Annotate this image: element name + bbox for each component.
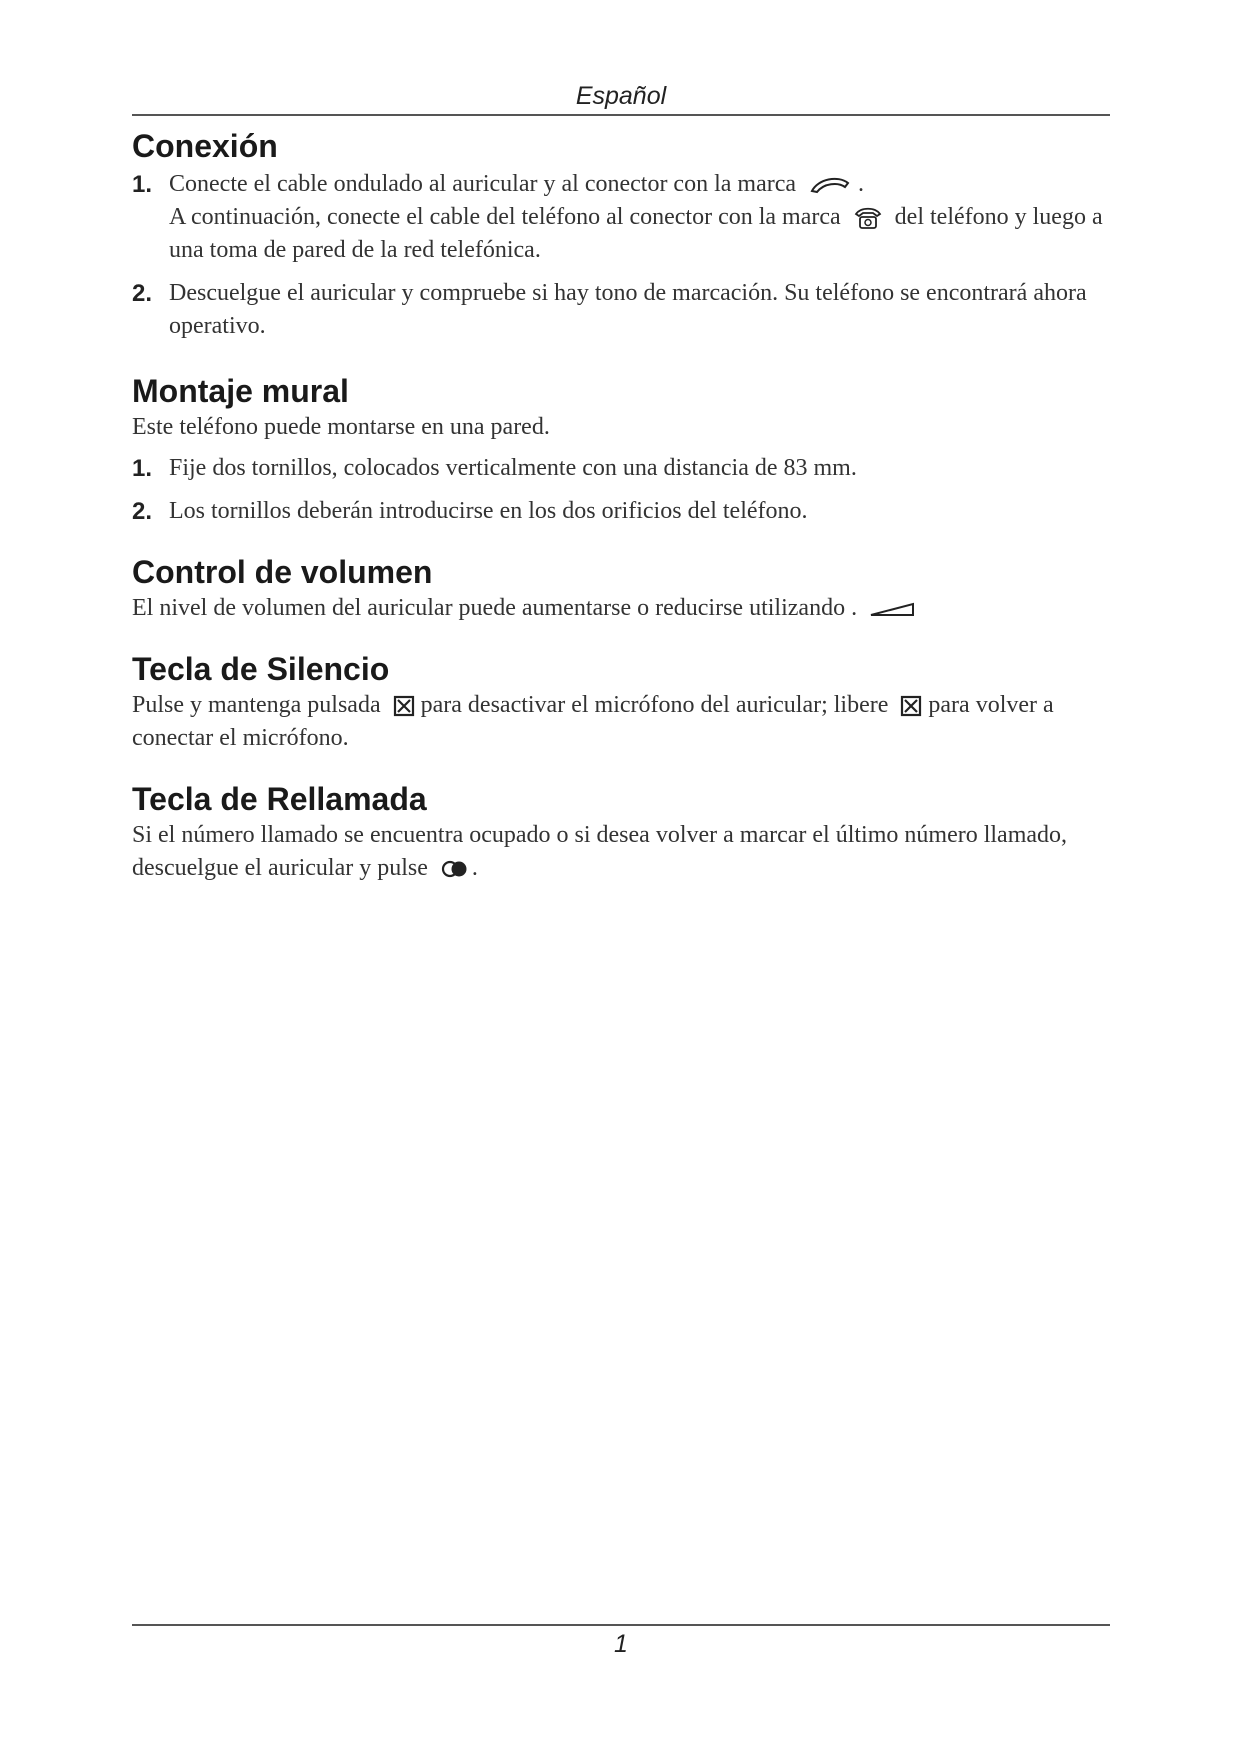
- section-title-conexion: Conexión: [132, 128, 278, 164]
- montaje-steps: [132, 452, 1112, 528]
- section-montaje: [132, 371, 1112, 528]
- page-header-language: Español: [575, 82, 667, 110]
- rellamada-text-part: Si el número llamado se encuentra ocupado o si desea volver a marcar el último número llamado, descuelgue el auricular y pulse: [132, 822, 1068, 881]
- step-text-part: A continuación, conecte el cable del teléfono al conector con la marca: [169, 204, 841, 230]
- step-number: 1.: [132, 455, 153, 482]
- step-text: Los tornillos deberán introducirse en los dos orificios del teléfono.: [169, 498, 808, 524]
- silencio-text-part: para desactivar el micrófono del auricular; libere: [420, 692, 889, 718]
- conexion-steps: [132, 168, 1112, 343]
- section-volumen: [132, 552, 1112, 625]
- step-text-part: Conecte el cable ondulado al auricular y al conector con la marca: [169, 171, 797, 197]
- section-title-rellamada: Tecla de Rellamada: [132, 781, 427, 817]
- section-title-montaje: Montaje mural: [132, 373, 349, 409]
- footer-divider: [132, 1624, 1110, 1626]
- list-item: [132, 277, 1112, 343]
- step-text-part: del teléfono y luego a una toma de pared de la red telefónica.: [169, 204, 1103, 263]
- section-title-silencio: Tecla de Silencio: [132, 651, 390, 687]
- telephone-icon: [853, 206, 883, 230]
- step-text: Fije dos tornillos, colocados verticalmente con una distancia de 83 mm.: [169, 455, 857, 481]
- handset-icon: [808, 175, 852, 195]
- mute-icon: [900, 695, 922, 717]
- step-text: Descuelgue el auricular y compruebe si hay tono de marcación. Su teléfono se encontrará ahora operativo.: [169, 280, 1087, 339]
- redial-icon: [440, 859, 470, 879]
- volumen-text: [132, 592, 1112, 625]
- silencio-text: [132, 689, 1112, 755]
- montaje-intro: Este teléfono puede montarse en una pared.: [132, 414, 550, 440]
- list-item: [132, 168, 1112, 267]
- section-conexion: [132, 126, 1112, 343]
- section-silencio: [132, 649, 1112, 755]
- list-item: [132, 452, 1112, 485]
- section-rellamada: [132, 779, 1112, 885]
- page-content: [132, 122, 1112, 885]
- mute-icon: [393, 695, 415, 717]
- step-number: 2.: [132, 498, 153, 525]
- step-text: [169, 171, 1103, 263]
- volumen-text-part: El nivel de volumen del auricular puede aumentarse o reducirse utilizando .: [132, 595, 858, 621]
- step-text-part: .: [858, 171, 865, 197]
- silencio-text-part: para volver a conectar el micrófono.: [132, 692, 1054, 751]
- step-number: 1.: [132, 171, 153, 198]
- silencio-text-part: Pulse y mantenga pulsada: [132, 692, 381, 718]
- page-number: 1: [614, 1630, 628, 1658]
- header-divider: [132, 114, 1110, 116]
- list-item: [132, 495, 1112, 528]
- rellamada-text: [132, 819, 1112, 885]
- volume-icon: [869, 600, 917, 618]
- step-number: 2.: [132, 280, 153, 307]
- rellamada-text-part: .: [471, 855, 478, 881]
- section-title-volumen: Control de volumen: [132, 554, 433, 590]
